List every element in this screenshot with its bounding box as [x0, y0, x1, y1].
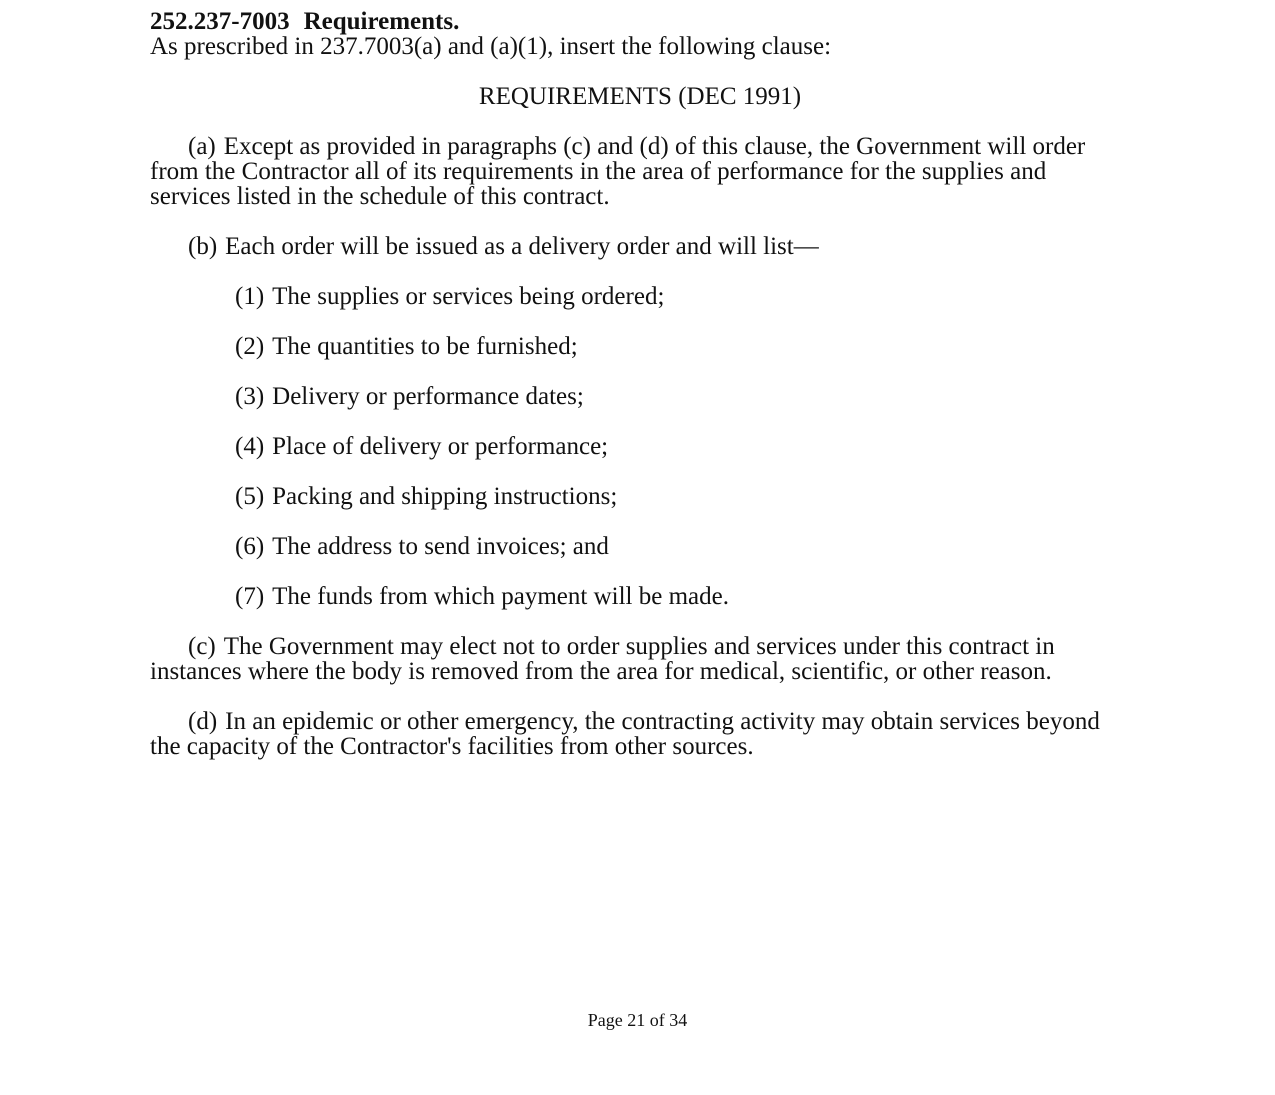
paragraph-label: (b)	[188, 233, 218, 260]
paragraph-a	[150, 134, 1130, 209]
list-item	[150, 534, 1130, 559]
list-item-label: (6)	[235, 533, 265, 560]
list-item-label: (5)	[235, 483, 265, 510]
list-item-text: The funds from which payment will be made.	[272, 583, 729, 610]
paragraph-text: Except as provided in paragraphs (c) and (d) of this clause, the Government will order from the Contractor all of its requirements in the area of performance for the supplies and services listed in the schedule of this contract.	[150, 133, 1086, 210]
clause-title: REQUIREMENTS (DEC 1991)	[478, 83, 802, 110]
paragraph-label: (c)	[188, 633, 216, 660]
section-title: Requirements.	[303, 8, 460, 35]
list-item	[150, 584, 1130, 609]
section-heading	[150, 9, 1130, 34]
list-item-text: The supplies or services being ordered;	[272, 283, 665, 310]
list-item-text: The address to send invoices; and	[272, 533, 609, 560]
paragraph-text: In an epidemic or other emergency, the contracting activity may obtain services beyond the capacity of the Contractor's facilities from other sources.	[150, 708, 1100, 760]
paragraph-label: (a)	[188, 133, 216, 160]
list-item	[150, 334, 1130, 359]
list-item-text: The quantities to be furnished;	[272, 333, 578, 360]
section-number: 252.237-7003	[150, 8, 290, 35]
document-page	[150, 9, 1130, 759]
list-item-label: (2)	[235, 333, 265, 360]
paragraph-c	[150, 634, 1130, 684]
list-item-label: (1)	[235, 283, 265, 310]
list-item-text: Delivery or performance dates;	[272, 383, 584, 410]
paragraph-text: The Government may elect not to order supplies and services under this contract in instances where the body is removed from the area for medical, scientific, or other reason.	[150, 633, 1055, 685]
list-item	[150, 284, 1130, 309]
list-item	[150, 484, 1130, 509]
paragraph-d	[150, 709, 1130, 759]
list-item-text: Packing and shipping instructions;	[272, 483, 618, 510]
list-item-label: (7)	[235, 583, 265, 610]
list-item	[150, 434, 1130, 459]
paragraph-b	[150, 234, 1130, 259]
list-item-text: Place of delivery or performance;	[272, 433, 609, 460]
list-item-label: (4)	[235, 433, 265, 460]
list-item	[150, 384, 1130, 409]
intro-text: As prescribed in 237.7003(a) and (a)(1), insert the following clause:	[150, 33, 832, 60]
list-item-label: (3)	[235, 383, 265, 410]
paragraph-text: Each order will be issued as a delivery order and will list—	[225, 233, 819, 260]
page-number-footer: Page 21 of 34	[587, 1010, 688, 1030]
paragraph-label: (d)	[188, 708, 218, 735]
